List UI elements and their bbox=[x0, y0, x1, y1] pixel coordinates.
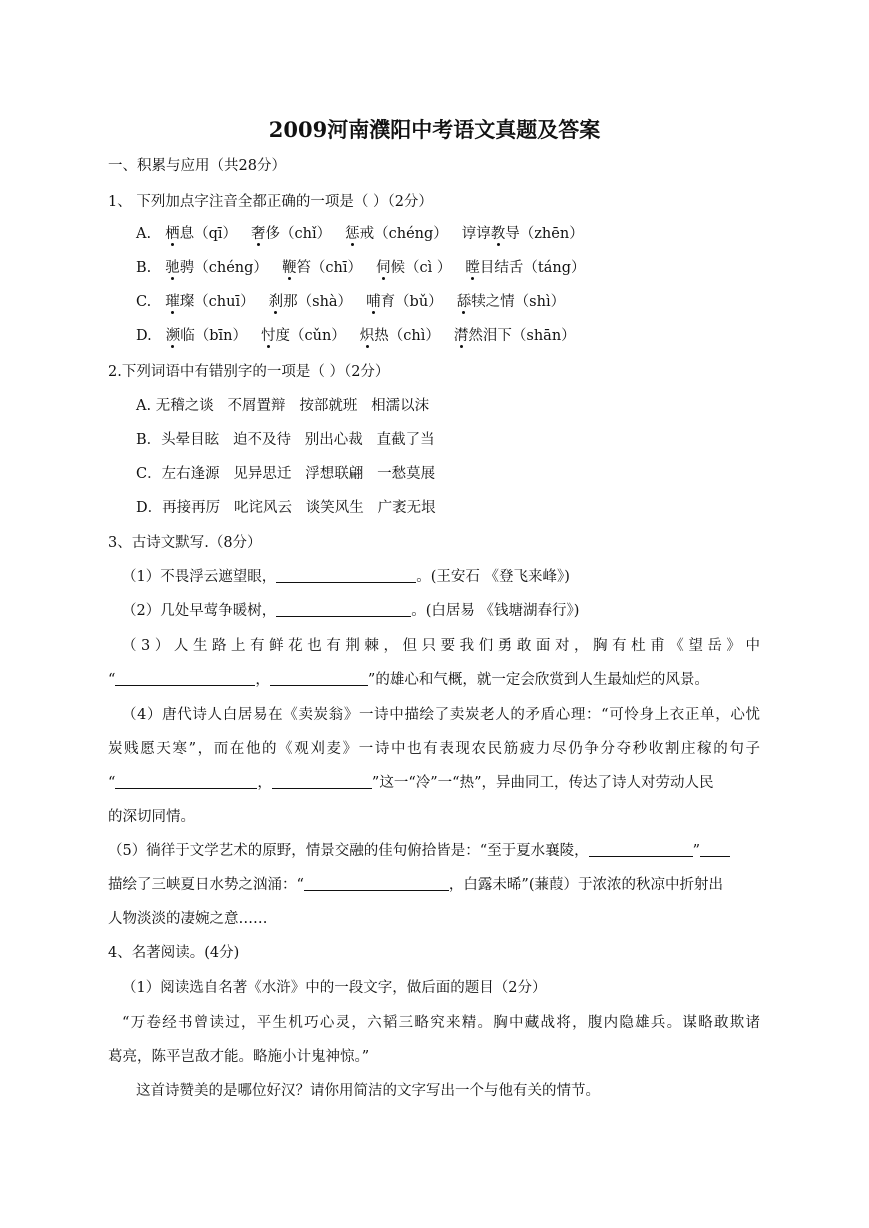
pinyin-item: 奢侈（chǐ） bbox=[251, 226, 332, 242]
pinyin-item: 惩戒（chéng） bbox=[345, 226, 448, 242]
emphasis-character: 璀 bbox=[165, 294, 180, 310]
answer-blank[interactable] bbox=[115, 773, 257, 789]
poem-line-4-text-2: 炭贱愿天寒”，而在他的《观刈麦》一诗中也有表现农民筋疲力尽仍争分夺秒收割庄稼的句子 bbox=[108, 741, 760, 757]
question-2-option-a: A. 无稽之谈 不屑置辩 按部就班 相濡以沫 bbox=[136, 398, 430, 414]
pinyin-item: 栖息（qī） bbox=[165, 226, 238, 242]
question-2-option-b: B．头晕目眩 迫不及待 别出心裁 直截了当 bbox=[136, 432, 435, 448]
answer-blank[interactable] bbox=[589, 841, 693, 857]
question-4-prompt: 这首诗赞美的是哪位好汉？请你用简洁的文字写出一个与他有关的情节。 bbox=[136, 1083, 600, 1099]
emphasis-character: 驰 bbox=[165, 260, 180, 276]
answer-blank[interactable] bbox=[276, 567, 416, 583]
poem-line-3-text: （3）人生路上有鲜花也有荆棘，但只要我们勇敢面对，胸有杜甫《望岳》中 bbox=[122, 638, 760, 654]
question-2-stem: 2.下列词语中有错别字的一项是（ ）（2分） bbox=[108, 364, 390, 380]
pinyin-item: 驰骋（chéng） bbox=[165, 260, 268, 276]
answer-blank[interactable] bbox=[304, 875, 449, 891]
pinyin-item: 瞠目结舌（táng） bbox=[465, 260, 586, 276]
pinyin-item: 濒临（bīn） bbox=[165, 328, 247, 344]
answer-blank[interactable] bbox=[272, 773, 372, 789]
quoted-poem-line-2: 葛亮，陈平岂敌才能。略施小计鬼神惊。” bbox=[108, 1049, 370, 1065]
poem-line-1: （1）不畏浮云遮望眼， 。(王安石 《登飞来峰》) bbox=[122, 569, 570, 585]
emphasis-character: 濒 bbox=[165, 328, 181, 344]
emphasis-character: 炽 bbox=[359, 328, 375, 344]
section-heading: 一、积累与应用（共28分） bbox=[108, 158, 286, 174]
pinyin-item: 璀璨（chuī） bbox=[165, 294, 255, 310]
question-1-option-b bbox=[136, 258, 586, 278]
pinyin-item: 谆谆教导（zhēn） bbox=[461, 226, 584, 242]
pinyin-item: 炽热（chì） bbox=[359, 328, 440, 344]
option-label: C. bbox=[136, 294, 152, 310]
emphasis-character: 惩 bbox=[345, 226, 360, 242]
question-1-option-c bbox=[136, 292, 565, 312]
emphasis-character: 伺 bbox=[376, 260, 391, 276]
poem-line-4-blanks: “ ， ”这一“冷”一“热”，异曲同工，传达了诗人对劳动人民 bbox=[108, 775, 714, 791]
poem-line-2: （2）几处早莺争暖树， 。(白居易 《钱塘湖春行》) bbox=[122, 603, 580, 619]
option-label: B. bbox=[136, 260, 152, 276]
question-1-option-a bbox=[136, 224, 584, 244]
pinyin-item: 鞭笞（chī） bbox=[281, 260, 363, 276]
question-4-stem: 4、名著阅读。(4分) bbox=[108, 945, 240, 961]
emphasis-character: 教 bbox=[490, 226, 506, 242]
emphasis-character: 潸 bbox=[453, 328, 469, 344]
poem-line-4-text-4: 的深切同情。 bbox=[108, 809, 195, 825]
answer-blank[interactable] bbox=[115, 670, 255, 686]
question-2-option-c: C．左右逢源 见异思迁 浮想联翩 一愁莫展 bbox=[136, 466, 436, 482]
option-label: A. bbox=[136, 226, 152, 242]
pinyin-item: 刹那（shà） bbox=[268, 294, 353, 310]
pinyin-item: 舔犊之情（shì） bbox=[456, 294, 566, 310]
question-3-stem: 3、古诗文默写.（8分） bbox=[108, 535, 262, 551]
emphasis-character: 哺 bbox=[366, 294, 381, 310]
quoted-poem-line-1: “万卷经书曾读过，平生机巧心灵，六韬三略究来精。胸中藏战将，腹内隐雄兵。谋略敢欺诸 bbox=[122, 1015, 760, 1031]
question-1-option-d bbox=[136, 326, 576, 346]
answer-blank[interactable] bbox=[276, 601, 411, 617]
pinyin-item: 忖度（cǔn） bbox=[260, 328, 346, 344]
poem-line-5-text-3: 人物淡淡的凄婉之意…… bbox=[108, 911, 268, 927]
emphasis-character: 奢 bbox=[251, 226, 266, 242]
question-2-option-d: D．再接再厉 叱诧风云 谈笑风生 广袤无垠 bbox=[136, 500, 436, 516]
question-4-sub-1: （1）阅读选自名著《水浒》中的一段文字，做后面的题目（2分） bbox=[122, 980, 547, 996]
pinyin-item: 伺候（cì ） bbox=[376, 260, 452, 276]
poem-line-5-text-2: 描绘了三峡夏日水势之汹涌：“ ，白露未晞”(蒹葭）于浓浓的秋凉中折射出 bbox=[108, 877, 723, 893]
answer-blank[interactable] bbox=[270, 670, 368, 686]
emphasis-character: 栖 bbox=[165, 226, 180, 242]
poem-line-5-text-1: （5）徜徉于文学艺术的原野，情景交融的佳句俯拾皆是：“至于夏水襄陵， ” bbox=[108, 841, 730, 861]
emphasis-character: 舔 bbox=[456, 294, 472, 310]
document-title: 2009河南濮阳中考语文真题及答案 bbox=[268, 117, 601, 142]
emphasis-character: 刹 bbox=[268, 294, 284, 310]
question-1-stem: 1、 下列加点字注音全都正确的一项是（ ）（2分） bbox=[108, 194, 433, 210]
emphasis-character: 鞭 bbox=[281, 260, 297, 276]
underline-tail bbox=[700, 841, 730, 857]
poem-line-3-blanks: “ ， ”的雄心和气概，就一定会欣赏到人生最灿烂的风景。 bbox=[108, 672, 709, 688]
pinyin-item: 哺育（bǔ） bbox=[366, 294, 443, 310]
emphasis-character: 忖 bbox=[260, 328, 276, 344]
option-label: D. bbox=[136, 328, 152, 344]
pinyin-item: 潸然泪下（shān） bbox=[453, 328, 576, 344]
emphasis-character: 瞠 bbox=[465, 260, 480, 276]
poem-line-4-text-1: （4）唐代诗人白居易在《卖炭翁》一诗中描绘了卖炭老人的矛盾心理：“可怜身上衣正单，心忧 bbox=[122, 707, 760, 723]
